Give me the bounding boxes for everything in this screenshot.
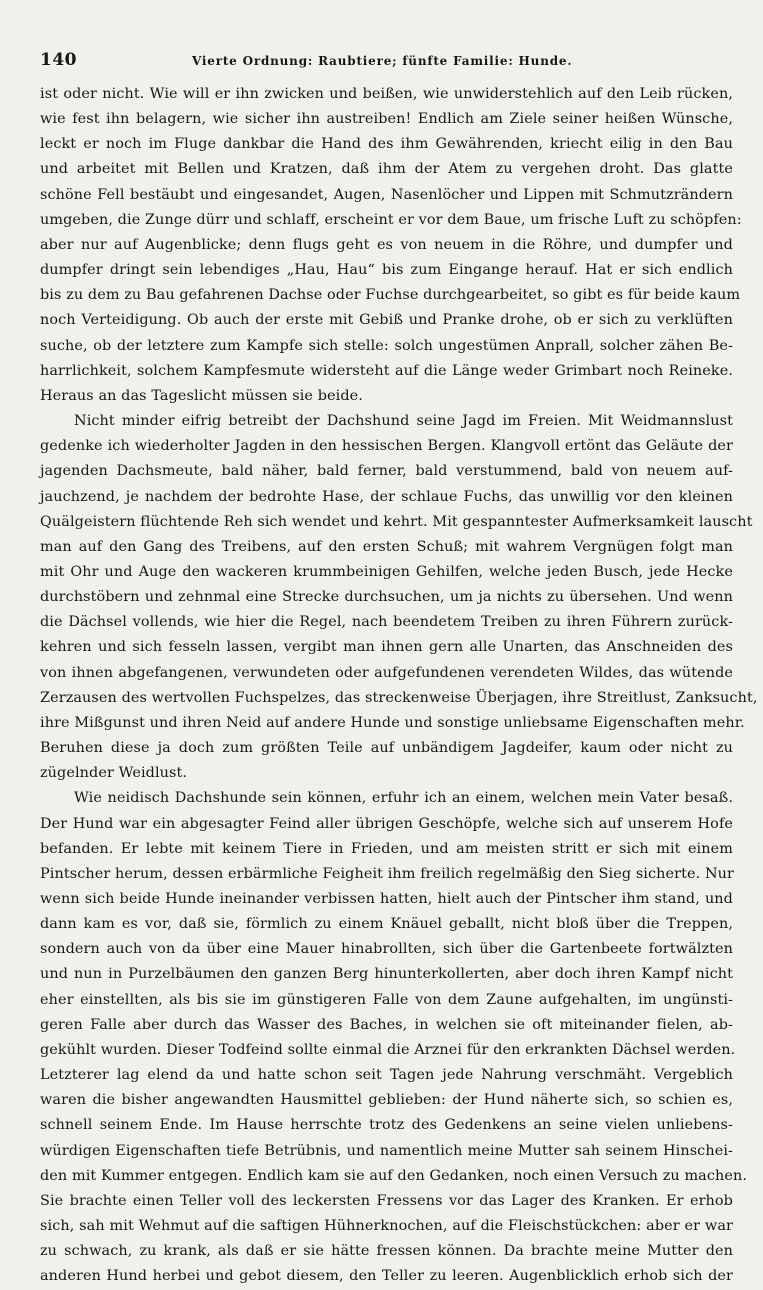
text-line: dann kam es vor, daß sie, förmlich zu einem Knäuel geballt, nicht bloß über die Treppen, [40, 916, 733, 933]
text-line: aber nur auf Augenblicke; denn flugs geht es von neuem in die Röhre, und dumpfer und [40, 236, 733, 253]
text-line: Quälgeistern flüchtende Reh sich wendet und kehrt. Mit gespanntester Aufmerksamkeit lauscht [40, 513, 753, 530]
text-line: und nun in Purzelbäumen den ganzen Berg hinunterkollerten, aber doch ihren Kampf nicht [40, 966, 733, 983]
page-header [40, 50, 733, 82]
body-text [40, 82, 758, 1290]
text-line: gekühlt wurden. Dieser Todfeind sollte einmal die Arznei für den erkrankten Dächsel werden. [40, 1041, 736, 1058]
text-line: Der Hund war ein abgesagter Feind aller übrigen Geschöpfe, welche sich auf unserem Hofe [40, 815, 733, 832]
text-line: Wie neidisch Dachshunde sein können, erfuhr ich an einem, welchen mein Vater besaß. [74, 790, 733, 807]
text-line: Sie brachte einen Teller voll des leckersten Fressens vor das Lager des Kranken. Er erhob [40, 1192, 733, 1209]
text-line: umgeben, die Zunge dürr und schlaff, erscheint er vor dem Baue, um frische Luft zu schöpfen: [40, 211, 742, 228]
text-line: zügelnder Weidlust. [40, 765, 188, 782]
text-line: geren Falle aber durch das Wasser des Baches, in welchen sie oft miteinander fielen, ab- [40, 1016, 733, 1033]
text-line: bis zu dem zu Bau gefahrenen Dachse oder Fuchse durchgearbeitet, so gibt es für beide kaum [40, 287, 741, 304]
text-line: den mit Kummer entgegen. Endlich kam sie auf den Gedanken, noch einen Versuch zu machen. [40, 1167, 748, 1184]
text-line: kehren und sich fesseln lassen, vergibt man ihnen gern alle Unarten, das Anschneiden des [40, 639, 733, 656]
text-line: man auf den Gang des Treibens, auf den ersten Schuß; mit wahrem Vergnügen folgt man [40, 538, 733, 555]
text-line: Pintscher herum, dessen erbärmliche Feigheit ihm freilich regelmäßig den Sieg sicherte. Nur [40, 865, 735, 882]
text-line: durchstöbern und zehnmal eine Strecke durchsuchen, um ja nichts zu übersehen. Und wenn [40, 589, 733, 606]
page-number: 140 [40, 50, 77, 70]
text-line: wie fest ihn belagern, wie sicher ihn austreiben! Endlich am Ziele seiner heißen Wünsche, [40, 111, 733, 128]
text-line: waren die bisher angewandten Hausmittel geblieben: der Hund näherte sich, so schien es, [40, 1092, 733, 1109]
text-line: zu schwach, zu krank, als daß er sie hätte fressen können. Da brachte meine Mutter den [40, 1243, 733, 1260]
text-line: anderen Hund herbei und gebot diesem, den Teller zu leeren. Augenblicklich erhob sich der [40, 1268, 733, 1285]
text-line: von ihnen abgefangenen, verwundeten oder aufgefundenen verendeten Wildes, das wütende [40, 664, 733, 681]
text-line: sondern auch von da über eine Mauer hinabrollten, sich über die Gartenbeete fortwälzten [40, 941, 733, 958]
text-line: schnell seinem Ende. Im Hause herrschte trotz des Gedenkens an seine vielen unliebens- [40, 1117, 733, 1134]
text-line: Heraus an das Tageslicht müssen sie beide. [40, 387, 363, 404]
text-line: die Dächsel vollends, wie hier die Regel, nach beendetem Treiben zu ihren Führern zurück- [40, 614, 733, 631]
text-line: Letzterer lag elend da und hatte schon seit Tagen jede Nahrung verschmäht. Vergeblich [40, 1067, 733, 1084]
text-line: noch Verteidigung. Ob auch der erste mit Gebiß und Pranke drohe, ob er sich zu verklüften [40, 312, 733, 329]
text-line: ist oder nicht. Wie will er ihn zwicken und beißen, wie unwiderstehlich auf den Leib rücken, [40, 86, 733, 102]
text-line: Zerzausen des wertvollen Fuchspelzes, das streckenweise Überjagen, ihre Streitlust, Zanksucht, [40, 689, 758, 706]
text-line: sich, sah mit Wehmut auf die saftigen Hühnerknochen, auf die Fleischstückchen: aber er war [40, 1218, 733, 1235]
text-line: schöne Fell bestäubt und eingesandet, Augen, Nasenlöcher und Lippen mit Schmutzrändern [40, 186, 733, 203]
text-line: und arbeitet mit Bellen und Kratzen, daß ihm der Atem zu vergehen droht. Das glatte [40, 161, 733, 178]
text-line: leckt er noch im Fluge dankbar die Hand des ihm Gewährenden, kriecht eilig in den Bau [40, 136, 733, 153]
text-line: Beruhen diese ja doch zum größten Teile auf unbändigem Jagdeifer, kaum oder nicht zu [40, 740, 733, 757]
text-line: suche, ob der letztere zum Kampfe sich stelle: solch ungestümen Anprall, solcher zähen Be- [40, 337, 733, 354]
text-line: jagenden Dachsmeute, bald näher, bald ferner, bald verstummend, bald von neuem auf- [40, 463, 733, 480]
text-line: jauchzend, je nachdem der bedrohte Hase, der schlaue Fuchs, das unwillig vor den kleinen [40, 488, 733, 505]
text-line: eher einstellten, als bis sie im günstigeren Falle von dem Zaune aufgehalten, im ungünsti- [40, 991, 733, 1008]
text-line: dumpfer dringt sein lebendiges „Hau, Hau“ bis zum Eingange herauf. Hat er sich endlich [40, 262, 733, 279]
text-line: ihre Mißgunst und ihren Neid auf andere Hunde und sonstige unliebsame Eigenschaften mehr. [40, 714, 745, 731]
text-line: mit Ohr und Auge den wackeren krummbeinigen Gehilfen, welche jeden Busch, jede Hecke [40, 563, 733, 580]
text-line: befanden. Er lebte mit keinem Tiere in Frieden, und am meisten stritt er sich mit einem [40, 840, 733, 857]
running-head: Vierte Ordnung: Raubtiere; fünfte Familie: Hunde. [192, 54, 573, 68]
text-line: wenn sich beide Hunde ineinander verbissen hatten, hielt auch der Pintscher ihm stand, und [40, 891, 733, 907]
text-line: Nicht minder eifrig betreibt der Dachshund seine Jagd im Freien. Mit Weidmannslust [74, 413, 733, 430]
text-line: würdigen Eigenschaften tiefe Betrübnis, und namentlich meine Mutter sah seinem Hinschei- [40, 1142, 733, 1159]
text-line: gedenke ich wiederholter Jagden in den hessischen Bergen. Klangvoll ertönt das Geläute der [40, 438, 733, 455]
text-line: harrlichkeit, solchem Kampfesmute widersteht auf die Länge weder Grimbart noch Reineke. [40, 362, 733, 379]
